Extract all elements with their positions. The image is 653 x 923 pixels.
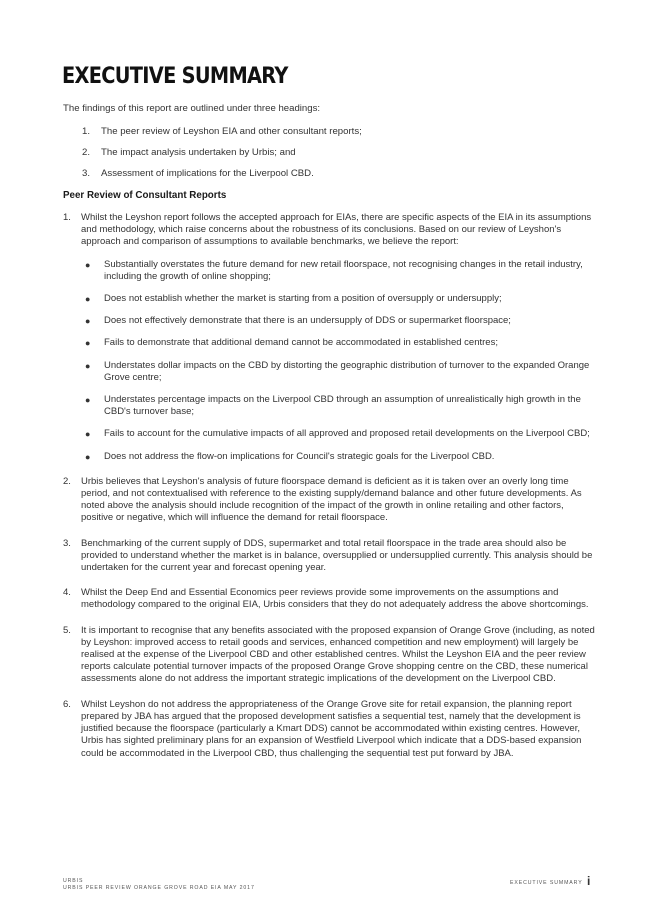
- bullet-item: [81, 451, 595, 463]
- bullet-item: [81, 360, 595, 384]
- section-subheading: Peer Review of Consultant Reports: [63, 190, 227, 201]
- finding-item: [63, 587, 595, 611]
- heading-text: The peer review of Leyshon EIA and other consultant reports;: [101, 126, 362, 137]
- bullet-icon: ●: [85, 395, 91, 406]
- page-title: EXECUTIVE SUMMARY: [62, 64, 288, 89]
- page-number: i: [587, 874, 591, 888]
- finding-bullet-list: [81, 259, 595, 463]
- bullet-icon: ●: [85, 451, 91, 462]
- finding-text: Urbis believes that Leyshon's analysis of future floorspace demand is deficient as it is taken over an overly long time period, and not contextualised with reference to the existing supply/demand balance and other future developments. As noted above the analysis should include recognition of the impact of the growth in online retailing and other factors, positive or negative, which will influence the demand for retail floorspace.: [81, 475, 582, 524]
- heading-number: 3.: [82, 168, 91, 179]
- finding-text: Whilst the Deep End and Essential Economics peer reviews provide some improvements on the assumptions and methodology compared to the original EIA, Urbis considers that they do not adequately address the above shortcomings.: [81, 587, 589, 611]
- heading-text: The impact analysis undertaken by Urbis; and: [101, 147, 296, 158]
- bullet-item: [81, 428, 595, 440]
- heading-item: [82, 126, 362, 147]
- heading-number: 1.: [82, 126, 91, 137]
- finding-item: [63, 538, 595, 575]
- footer-report-title: URBIS PEER REVIEW ORANGE GROVE ROAD EIA MAY 2017: [63, 885, 255, 891]
- bullet-icon: ●: [85, 294, 91, 305]
- footer-company: URBIS: [63, 878, 84, 884]
- heading-item: [82, 168, 362, 189]
- heading-item: [82, 147, 362, 168]
- finding-text: Whilst the Leyshon report follows the accepted approach for EIAs, there are specific aspects of the EIA in its assumptions and methodology, which raise concerns about the robustness of its conclusions. Based on our review of Leyshon's approach and comparison of assumptions to available benchmarks, we believe the report:: [81, 212, 592, 248]
- bullet-icon: ●: [85, 360, 91, 371]
- finding-number: 2.: [63, 475, 71, 487]
- finding-number: 6.: [63, 698, 71, 710]
- footer-section-label: EXECUTIVE SUMMARY: [510, 880, 583, 886]
- intro-text: The findings of this report are outlined under three headings:: [63, 103, 321, 114]
- footer-left: [63, 878, 255, 892]
- finding-number: 4.: [63, 587, 71, 599]
- finding-body: [81, 212, 595, 463]
- bullet-item: [81, 259, 595, 283]
- finding-number: 5.: [63, 624, 71, 636]
- bullet-icon: ●: [85, 259, 91, 270]
- bullet-icon: ●: [85, 429, 91, 440]
- finding-item: [63, 699, 595, 760]
- bullet-text: Does not establish whether the market is starting from a position of oversupply or undersupply;: [104, 293, 502, 305]
- bullet-text: Substantially overstates the future demand for new retail floorspace, not recognising changes in the retail industry, including the growth of online shopping;: [104, 258, 583, 282]
- bullet-text: Does not address the flow-on implications for Council's strategic goals for the Liverpool CBD.: [104, 450, 495, 462]
- heading-text: Assessment of implications for the Liverpool CBD.: [101, 168, 314, 179]
- finding-item: [63, 476, 595, 525]
- heading-number: 2.: [82, 147, 91, 158]
- bullet-item: [81, 337, 595, 349]
- bullet-text: Does not effectively demonstrate that there is an undersupply of DDS or supermarket floorspace;: [104, 315, 511, 327]
- bullet-item: [81, 315, 595, 327]
- bullet-text: Understates percentage impacts on the Liverpool CBD through an assumption of unrealistically high growth in the CBD's turnover base;: [104, 394, 581, 418]
- finding-item: [63, 212, 595, 463]
- finding-text: It is important to recognise that any benefits associated with the proposed expansion of Orange Grove (including, as noted by Leyshon: improved access to retail goods and services, enhanced competition and new employment) will largely be realised at the expense of the Liverpool CBD and other established centres. Whilst the Leyshon EIA and the peer review reports calculate potential turnover impacts of the proposed Orange Grove shopping centre on the CBD, these numerical assessments alone do not address the important strategic implications of the development on the Liverpool CBD.: [81, 624, 595, 685]
- finding-number: 1.: [63, 212, 71, 223]
- bullet-item: [81, 394, 595, 418]
- finding-text: Whilst Leyshon do not address the appropriateness of the Orange Grove site for retail expansion, the planning report prepared by JBA has argued that the proposed development satisfies a sequential test, namely that the development is justified because the floorspace (particularly a Kmart DDS) cannot be accommodated within existing centres. However, Urbis has sighted preliminary plans for an expansion of Westfield Liverpool which indicate that a DDS-based expansion could be accommodated in the Liverpool CBD, thus challenging the sequential test put forward by JBA.: [81, 698, 582, 759]
- bullet-text: Fails to demonstrate that additional demand cannot be accommodated in established centres;: [104, 337, 498, 349]
- finding-number: 3.: [63, 537, 71, 549]
- headings-list: [82, 126, 362, 189]
- bullet-icon: ●: [85, 316, 91, 327]
- finding-text: Benchmarking of the current supply of DDS, supermarket and total retail floorspace in the trade area should also be provided to understand whether the market is in balance, oversupplied or undersupplied currently. This analysis should be undertaken for the current year and forecast opening year.: [81, 537, 593, 574]
- bullet-text: Fails to account for the cumulative impacts of all approved and proposed retail developments on the Liverpool CBD;: [104, 428, 590, 440]
- bullet-icon: ●: [85, 338, 91, 349]
- bullet-item: [81, 293, 595, 305]
- findings-list: [63, 212, 595, 773]
- finding-item: [63, 625, 595, 686]
- bullet-text: Understates dollar impacts on the CBD by distorting the geographic distribution of turnover to the expanded Orange Grove centre;: [104, 359, 590, 383]
